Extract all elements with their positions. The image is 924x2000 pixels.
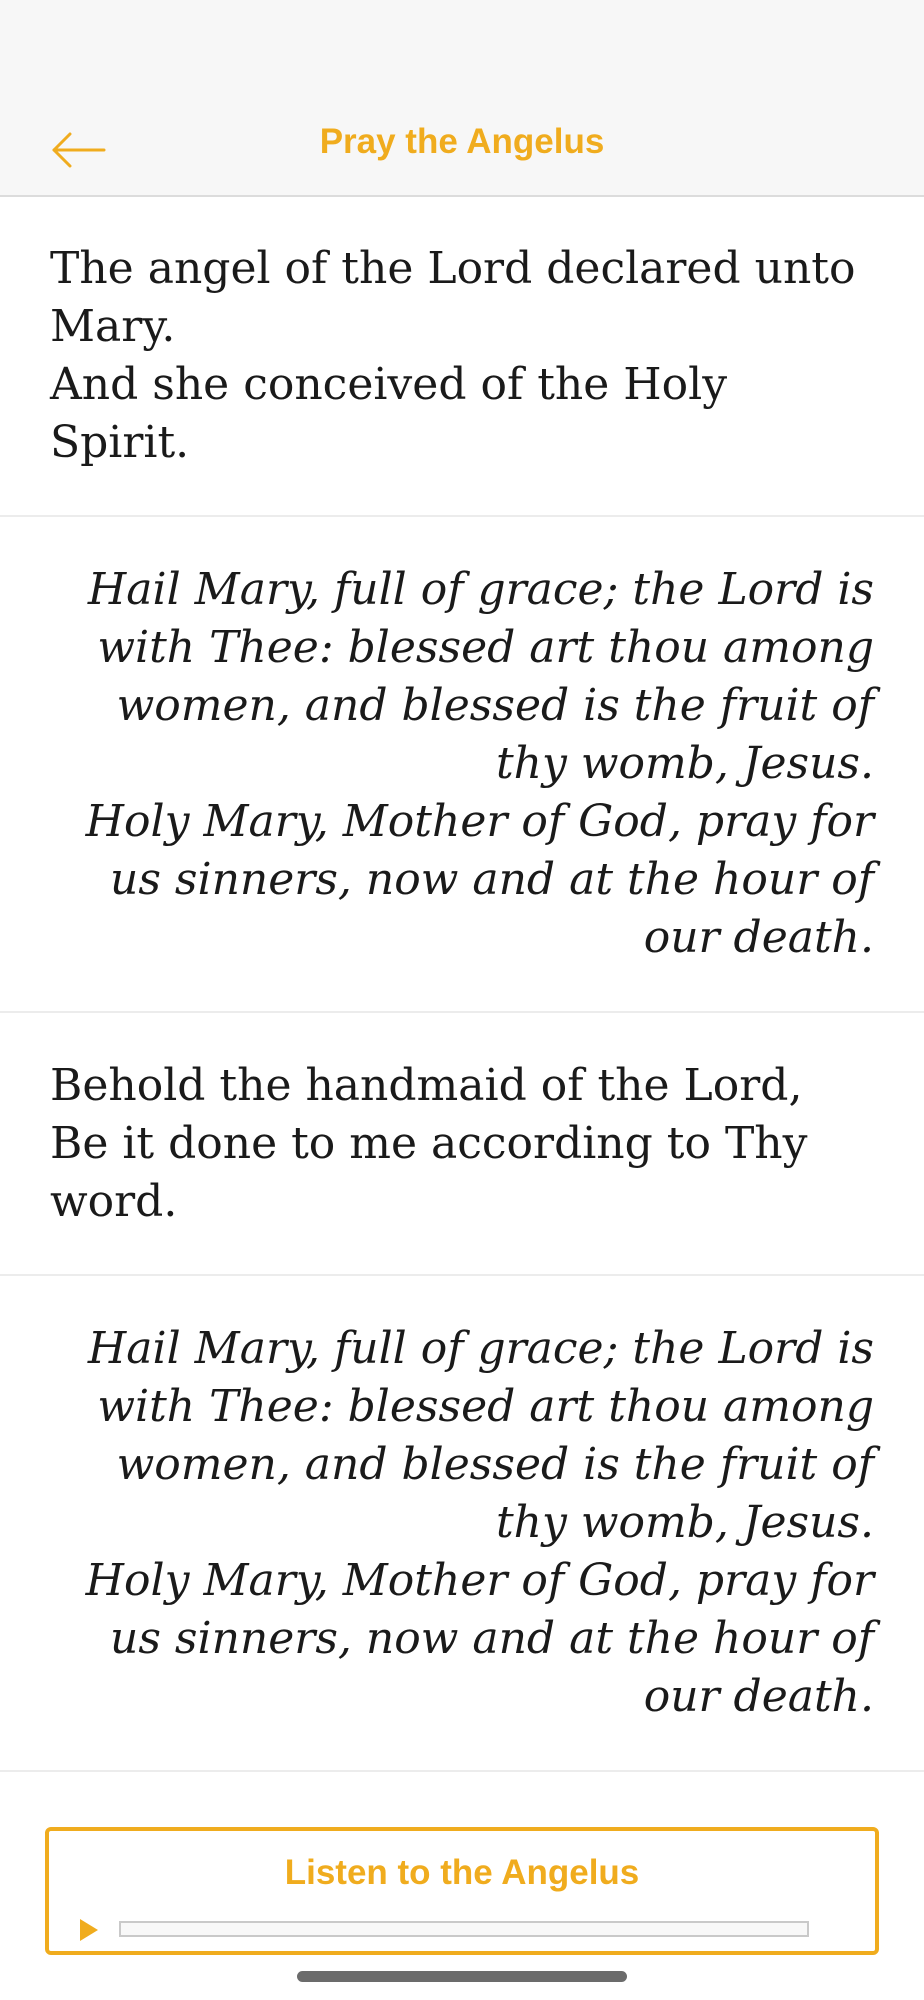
prayer-line: Hail Mary, full of grace; the Lord is with Thee: blessed art thou among women, and blessed is the fruit of thy womb, Jesus. bbox=[87, 1323, 874, 1548]
verse-line: Be it done to me according to Thy word. bbox=[50, 1117, 808, 1227]
hail-mary-section bbox=[0, 1276, 924, 1772]
play-button[interactable] bbox=[77, 1917, 101, 1943]
verse-section bbox=[0, 197, 924, 517]
navigation-bar bbox=[0, 100, 924, 197]
prayer-line: Holy Mary, Mother of God, pray for us sinners, now and at the hour of our death. bbox=[85, 796, 874, 963]
home-indicator bbox=[297, 1971, 627, 1982]
listen-button[interactable]: Listen to the Angelus bbox=[284, 1853, 640, 1892]
status-bar bbox=[0, 0, 924, 100]
page-title: Pray the Angelus bbox=[319, 122, 605, 161]
prayer-content bbox=[0, 197, 924, 1772]
play-icon bbox=[77, 1917, 101, 1943]
prayer-line: Hail Mary, full of grace; the Lord is with Thee: blessed art thou among women, and blessed is the fruit of thy womb, Jesus. bbox=[87, 564, 874, 789]
hail-mary-section bbox=[0, 517, 924, 1013]
audio-player bbox=[45, 1827, 879, 1955]
audio-progress-bar[interactable] bbox=[119, 1921, 809, 1937]
prayer-line: Holy Mary, Mother of God, pray for us sinners, now and at the hour of our death. bbox=[85, 1555, 874, 1722]
verse-line: The angel of the Lord declared unto Mary. bbox=[50, 243, 856, 352]
verse-line: Behold the handmaid of the Lord, bbox=[50, 1059, 803, 1111]
verse-line: And she conceived of the Holy Spirit. bbox=[50, 359, 728, 468]
verse-section bbox=[0, 1013, 924, 1276]
